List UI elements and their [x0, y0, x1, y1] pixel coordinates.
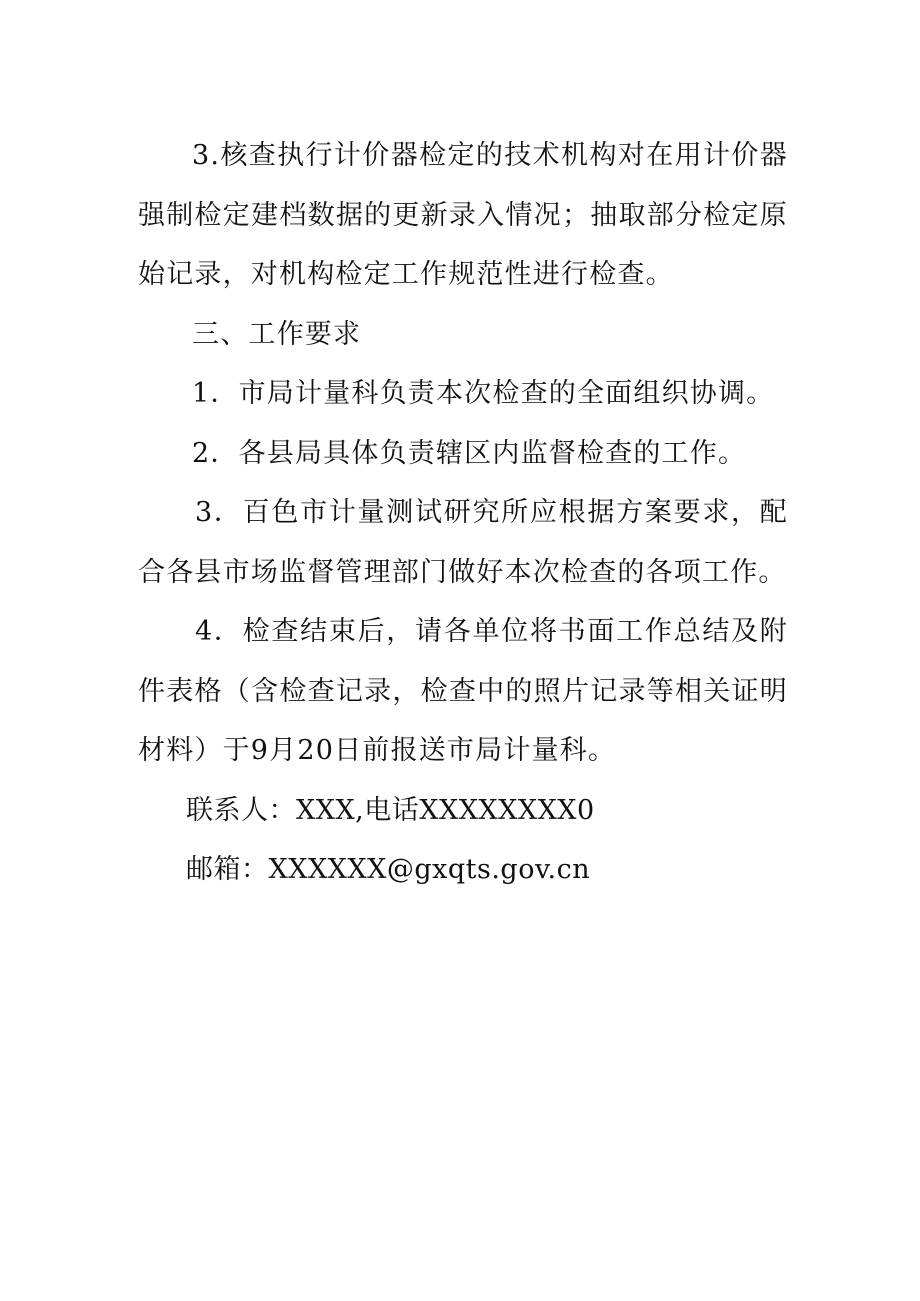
- requirement-item-3: 3．百色市计量测试研究所应根据方案要求，配合各县市场监督管理部门做好本次检查的各项工作。: [138, 497, 788, 588]
- requirement-item-1: 1．市局计量科负责本次检查的全面组织协调。: [192, 378, 775, 409]
- email-line: 邮箱：XXXXXX@gxqts.gov.cn: [186, 854, 591, 885]
- contact-person-line: 联系人：XXX,电话XXXXXXXX0: [186, 794, 595, 826]
- requirement-item-2: 2．各县局具体负责辖区内监督检查的工作。: [192, 437, 747, 469]
- paragraph-item-3-records-check: 3.核查执行计价器检定的技术机构对在用计价器强制检定建档数据的更新录入情况；抽取部分检定原始记录，对机构检定工作规范性进行检查。: [138, 140, 788, 290]
- document-body: [138, 126, 788, 900]
- requirement-item-4: 4．检查结束后，请各单位将书面工作总结及附件表格（含检查记录，检查中的照片记录等相关证明材料）于9月20日前报送市局计量科。: [138, 616, 788, 766]
- section-heading-work-requirements: 三、工作要求: [192, 318, 362, 350]
